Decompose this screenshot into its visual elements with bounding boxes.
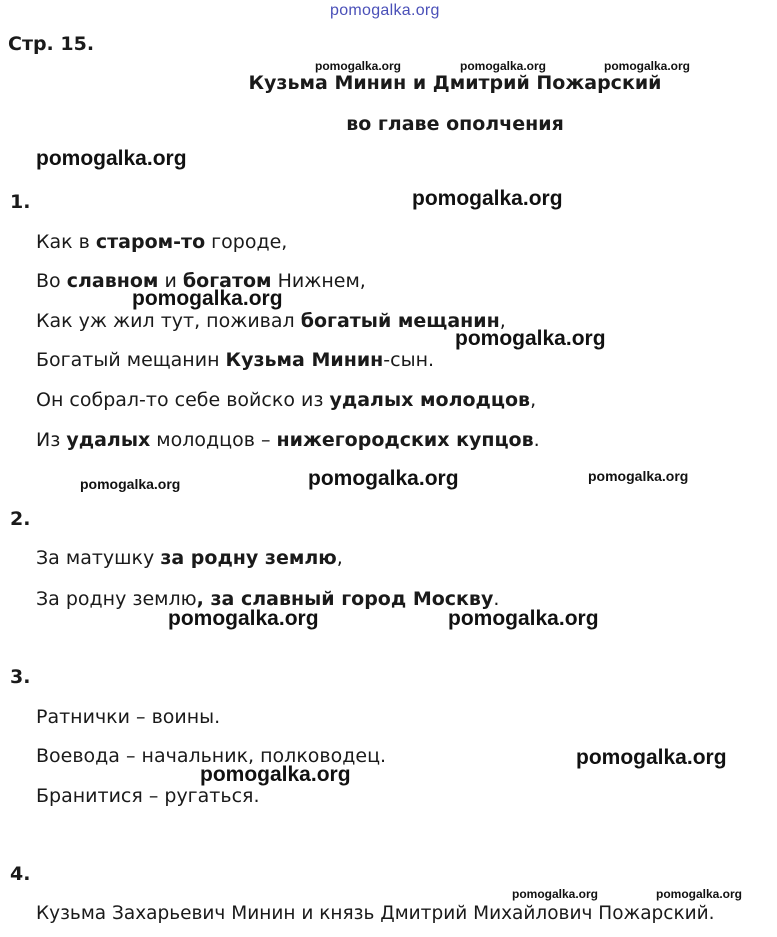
text-line (36, 429, 540, 451)
watermark: pomogalka.org (315, 59, 402, 73)
text-segment: За матушку (36, 547, 161, 569)
watermark: pomogalka.org (200, 763, 351, 786)
watermark: pomogalka.org (460, 59, 547, 73)
text-line (36, 706, 220, 728)
text-segment: Ратнички – воины. (36, 706, 221, 728)
bold-segment: богатый мещанин (300, 310, 500, 332)
section-number: 2. (10, 508, 31, 530)
text-segment: и (158, 270, 183, 292)
text-segment: , (499, 310, 506, 332)
watermark: pomogalka.org (80, 476, 181, 492)
text-line (36, 903, 715, 924)
bold-segment: старом-то (95, 231, 206, 253)
watermark: pomogalka.org (132, 287, 283, 310)
text-segment: молодцов – (150, 429, 277, 451)
text-segment: Во (36, 270, 67, 292)
text-line (36, 547, 343, 569)
text-segment: За родну землю (36, 588, 197, 610)
watermark: pomogalka.org (168, 607, 319, 630)
watermark: pomogalka.org (604, 59, 691, 73)
text-segment: Как в (36, 231, 96, 253)
text-segment: Богатый мещанин (36, 349, 226, 371)
text-line (36, 389, 536, 411)
watermark: pomogalka.org (448, 607, 599, 630)
text-segment: Он собрал-то себе войско из (36, 389, 330, 411)
text-segment: . (533, 429, 540, 451)
text-segment: -сын. (383, 349, 435, 371)
bold-segment: Кузьма Минин (225, 349, 384, 371)
bold-segment: за родну землю (160, 547, 337, 569)
section-number: 4. (10, 863, 31, 885)
text-segment: городе, (205, 231, 288, 253)
text-segment: Из (36, 429, 67, 451)
page-number: Стр. 15. (8, 33, 95, 55)
text-line (36, 349, 434, 371)
watermark: pomogalka.org (576, 746, 727, 769)
text-segment: , (530, 389, 537, 411)
watermark: pomogalka.org (588, 468, 689, 484)
bold-segment: , за славный город Москву (196, 588, 494, 610)
watermark: pomogalka.org (412, 187, 563, 210)
bold-segment: нижегородских купцов (276, 429, 534, 451)
text-segment: Нижнем, (271, 270, 366, 292)
text-segment: Бранитися – ругаться. (36, 785, 260, 807)
watermark: pomogalka.org (455, 327, 606, 350)
page-title: Кузьма Минин и Дмитрий Пожарский (248, 72, 662, 94)
bold-segment: удалых молодцов (329, 389, 531, 411)
bold-segment: славном (66, 270, 159, 292)
bold-segment: богатом (182, 270, 272, 292)
text-line (36, 231, 287, 253)
text-segment: Кузьма Захарьевич Минин и князь Дмитрий Михайлович Пожарский. (36, 903, 715, 924)
watermark: pomogalka.org (512, 887, 599, 901)
watermark-top: pomogalka.org (330, 2, 440, 19)
watermark: pomogalka.org (656, 887, 743, 901)
text-line (36, 310, 506, 332)
text-segment: Как уж жил тут, поживал (36, 310, 301, 332)
page-subtitle: во главе ополчения (346, 113, 564, 135)
text-segment: , (336, 547, 343, 569)
watermark: pomogalka.org (308, 467, 459, 490)
text-segment: Воевода – начальник, полководец. (36, 745, 387, 767)
watermark: pomogalka.org (36, 147, 187, 170)
section-number: 1. (10, 191, 31, 213)
bold-segment: удалых (66, 429, 151, 451)
text-segment: . (493, 588, 500, 610)
section-number: 3. (10, 666, 31, 688)
text-line (36, 785, 260, 807)
